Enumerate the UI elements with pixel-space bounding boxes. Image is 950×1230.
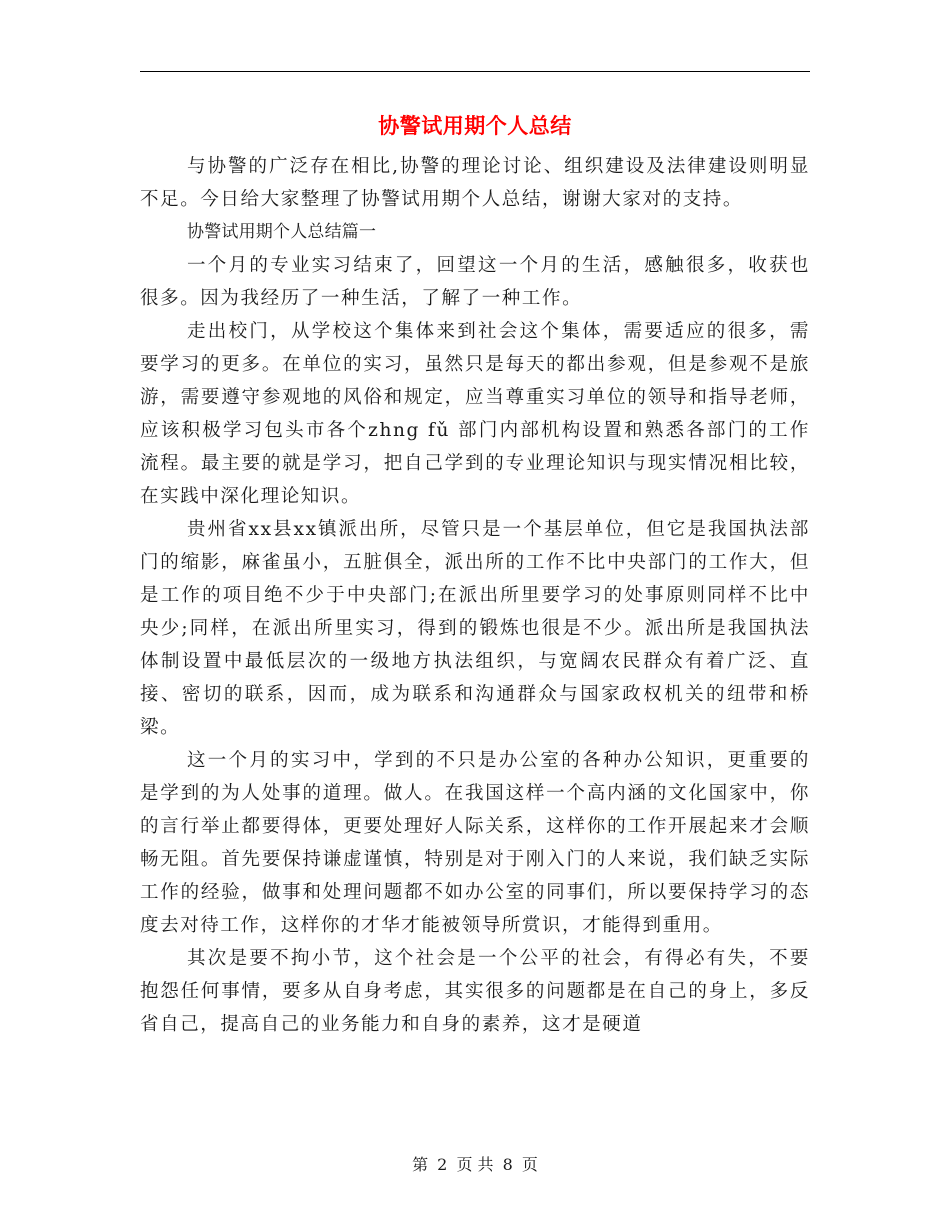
document-title: 协警试用期个人总结 [378,113,572,138]
footer-middle: 页 共 [456,1155,494,1174]
body-paragraph: 其次是要不拘小节，这个社会是一个公平的社会，有得必有失，不要抱怨任何事情，要多从自身考虑，其实很多的问题都是在自己的身上，多反省自己，提高自己的业务能力和自身的素养，这才是硬道 [140,948,810,1035]
body-paragraph: 贵州省xx县xx镇派出所，尽管只是一个基层单位，但它是我国执法部门的缩影，麻雀虽小，五脏俱全，派出所的工作不比中央部门的工作大，但是工作的项目绝不少于中央部门;在派出所里要学习的处事原则同样不比中央少;同样，在派出所里实习，得到的锻炼也很是不少。派出所是我国执法体制设置中最低层次的一级地方执法组织，与宽阔农民群众有着广泛、直接、密切的联系，因而，成为联系和沟通群众与国家政权机关的纽带和桥梁。 [140,519,810,738]
footer-page-number: 2 [437,1155,448,1174]
body-paragraph: 这一个月的实习中，学到的不只是办公室的各种办公知识，更重要的是学到的为人处事的道理。做人。在我国这样一个高内涵的文化国家中，你的言行举止都要得体，更要处理好人际关系，这样你的工作开展起来才会顺畅无阻。首先要保持谦虚谨慎，特别是对于刚入门的人来说，我们缺乏实际工作的经验，做事和处理问题都不如办公室的同事们，所以要保持学习的态度去对待工作，这样你的才华才能被领导所赏识，才能得到重用。 [140,750,810,936]
body-paragraph: 走出校门，从学校这个集体来到社会这个集体，需要适应的很多，需要学习的更多。在单位的实习，虽然只是每天的都出参观，但是参观不是旅游，需要遵守参观地的风俗和规定，应当尊重实习单位的领导和指导老师，应该积极学习包头市各个zhng fǔ 部门内部机构设置和熟悉各部门的工作流程。最主要的就是学习，把自己学到的专业理论知识与现实情况相比较，在实践中深化理论知识。 [140,321,810,507]
footer-prefix: 第 [412,1155,429,1174]
intro-paragraph: 与协警的广泛存在相比,协警的理论讨论、组织建设及法律建设则明显不足。今日给大家整理了协警试用期个人总结，谢谢大家对的支持。 [140,156,810,210]
footer-suffix: 页 [521,1155,538,1174]
footer-total-pages: 8 [502,1155,513,1174]
section-heading: 协警试用期个人总结篇一 [187,222,377,242]
page-footer [0,1153,950,1177]
document-body [140,150,810,1041]
body-paragraph: 一个月的专业实习结束了，回望这一个月的生活，感触很多，收获也很多。因为我经历了一种生活，了解了一种工作。 [140,255,810,309]
header-rule [140,71,810,72]
